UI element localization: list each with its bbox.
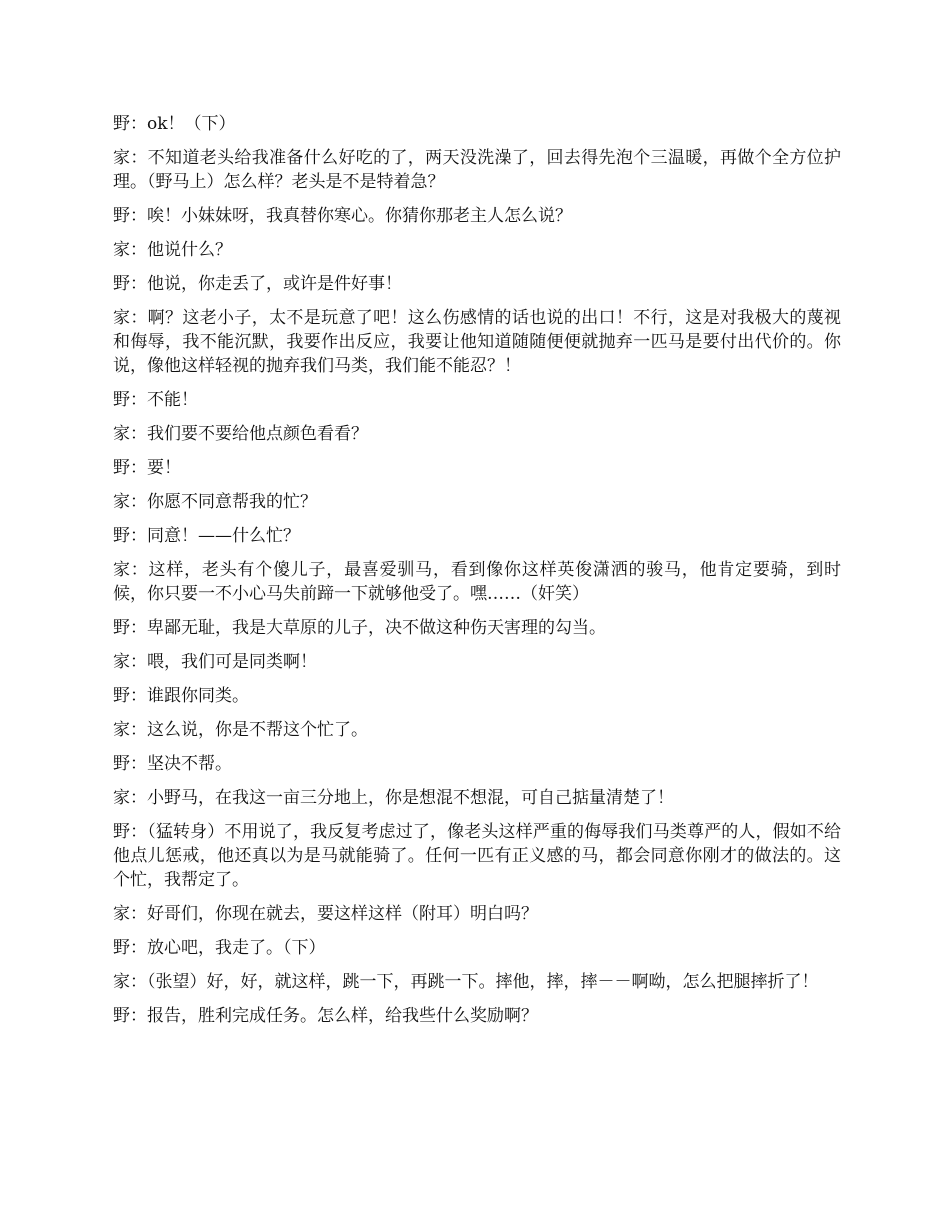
dialogue-line: 野：要！ — [113, 458, 181, 478]
dialogue-line: 野：（猛转身）不用说了，我反复考虑过了，像老头这样严重的侮辱我们马类尊严的人，假如不给他点儿惩戒，他还真以为是马就能骑了。任何一匹有正义感的马，都会同意你刚才的做法的。这个忙，我帮定了。 — [113, 822, 841, 890]
dialogue-line: 野：坚决不帮。 — [113, 754, 232, 774]
dialogue-line: 家：喂，我们可是同类啊！ — [113, 652, 317, 672]
dialogue-line: 家：这么说，你是不帮这个忙了。 — [113, 720, 368, 740]
dialogue-line: 家：小野马，在我这一亩三分地上，你是想混不想混，可自己掂量清楚了！ — [113, 788, 674, 808]
dialogue-line: 家：好哥们，你现在就去，要这样这样（附耳）明白吗？ — [113, 904, 538, 924]
dialogue-line: 野：谁跟你同类。 — [113, 686, 249, 706]
dialogue-line: 野：不能！ — [113, 390, 198, 410]
dialogue-line: 家：他说什么？ — [113, 240, 232, 260]
dialogue-line: 家：（张望）好，好，就这样，跳一下，再跳一下。摔他，摔，摔－－啊呦，怎么把腿摔折了！ — [113, 972, 819, 992]
dialogue-line: 家：不知道老头给我准备什么好吃的了，两天没洗澡了，回去得先泡个三温暖，再做个全方位护理。（野马上）怎么样？老头是不是特着急？ — [113, 148, 841, 192]
dialogue-line: 野：报告，胜利完成任务。怎么样，给我些什么奖励啊？ — [113, 1006, 538, 1026]
dialogue-line: 野：他说，你走丢了，或许是件好事！ — [113, 274, 402, 294]
dialogue-line: 家：这样，老头有个傻儿子，最喜爱驯马，看到像你这样英俊潇洒的骏马，他肯定要骑，到时候，你只要一不小心马失前蹄一下就够他受了。嘿……（奸笑） — [113, 560, 841, 604]
dialogue-text — [113, 112, 841, 1038]
dialogue-line: 家：啊？这老小子，太不是玩意了吧！这么伤感情的话也说的出口！不行，这是对我极大的蔑视和侮辱，我不能沉默，我要作出反应，我要让他知道随随便便就抛弃一匹马是要付出代价的。你说，像他这样轻视的抛弃我们马类，我们能不能忍？！ — [113, 308, 841, 376]
dialogue-line: 野：ok！（下） — [113, 114, 236, 134]
dialogue-line: 家：我们要不要给他点颜色看看？ — [113, 424, 368, 444]
dialogue-line: 野：放心吧，我走了。（下） — [113, 938, 326, 958]
dialogue-line: 野：同意！——什么忙？ — [113, 526, 300, 546]
dialogue-line: 野：唉！小妹妹呀，我真替你寒心。你猜你那老主人怎么说？ — [113, 206, 572, 226]
dialogue-line: 野：卑鄙无耻，我是大草原的儿子，决不做这种伤天害理的勾当。 — [113, 618, 606, 638]
dialogue-line: 家：你愿不同意帮我的忙？ — [113, 492, 317, 512]
